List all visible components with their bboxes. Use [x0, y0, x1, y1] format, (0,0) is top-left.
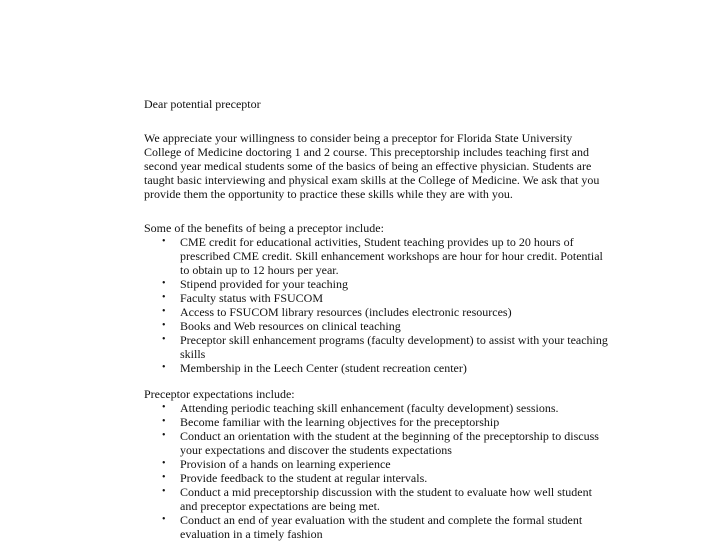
benefits-heading: Some of the benefits of being a preceptor include:: [144, 221, 384, 235]
bullet-icon: •: [162, 278, 166, 289]
text-line: your expectations and discover the students expectations: [180, 443, 452, 457]
expectations-list-item: [144, 471, 604, 485]
text-line: prescribed CME credit. Skill enhancement workshops are hour for hour credit. Potential: [180, 249, 603, 263]
text-line: College of Medicine doctoring 1 and 2 course. This preceptorship includes teaching first and: [144, 145, 589, 159]
benefits-list: [144, 235, 608, 375]
letter-page: [144, 97, 608, 541]
text-line: Stipend provided for your teaching: [180, 277, 348, 291]
text-line: Attending periodic teaching skill enhancement (faculty development) sessions.: [180, 401, 559, 415]
expectations-list: [144, 401, 604, 541]
text-line: skills: [180, 347, 206, 361]
bullet-icon: •: [162, 458, 166, 469]
expectations-list-item: [144, 457, 604, 471]
text-line: Access to FSUCOM library resources (includes electronic resources): [180, 305, 512, 319]
text-line: and preceptor expectations are being met.: [180, 499, 380, 513]
benefits-list-item: [144, 235, 604, 277]
bullet-icon: •: [162, 320, 166, 331]
text-line: Conduct an orientation with the student at the beginning of the preceptorship to discuss: [180, 429, 599, 443]
bullet-icon: •: [162, 292, 166, 303]
text-line: Become familiar with the learning objectives for the preceptorship: [180, 415, 500, 429]
bullet-icon: •: [162, 430, 166, 441]
text-line: provide them the opportunity to practice these skills while they are with you.: [144, 187, 513, 201]
bullet-icon: •: [162, 472, 166, 483]
bullet-icon: •: [162, 402, 166, 413]
bullet-icon: •: [162, 334, 166, 345]
bullet-icon: •: [162, 306, 166, 317]
text-line: evaluation in a timely fashion: [180, 527, 323, 541]
expectations-list-item: [144, 415, 604, 429]
text-line: Books and Web resources on clinical teaching: [180, 319, 401, 333]
benefits-list-item: [144, 305, 604, 319]
text-line: CME credit for educational activities, Student teaching provides up to 20 hours of: [180, 235, 574, 249]
benefits-list-item: [144, 277, 604, 291]
greeting: Dear potential preceptor: [144, 97, 261, 111]
text-line: Provision of a hands on learning experience: [180, 457, 391, 471]
text-line: Conduct an end of year evaluation with the student and complete the formal student: [180, 513, 583, 527]
text-line: Membership in the Leech Center (student recreation center): [180, 361, 467, 375]
text-line: second year medical students some of the basics of being an effective physician. Students are: [144, 159, 592, 173]
text-line: Faculty status with FSUCOM: [180, 291, 324, 305]
text-line: We appreciate your willingness to consider being a preceptor for Florida State University: [144, 131, 573, 145]
bullet-icon: •: [162, 236, 166, 247]
intro-paragraph: [144, 131, 604, 201]
benefits-list-item: [144, 361, 604, 375]
expectations-list-item: [144, 401, 604, 415]
benefits-list-item: [144, 291, 604, 305]
bullet-icon: •: [162, 514, 166, 525]
benefits-list-item: [144, 319, 604, 333]
text-line: Preceptor skill enhancement programs (faculty development) to assist with your teaching: [180, 333, 608, 347]
bullet-icon: •: [162, 486, 166, 497]
expectations-heading: Preceptor expectations include:: [144, 387, 295, 401]
expectations-list-item: [144, 513, 604, 541]
text-line: Provide feedback to the student at regular intervals.: [180, 471, 428, 485]
expectations-list-item: [144, 429, 604, 457]
text-line: Conduct a mid preceptorship discussion with the student to evaluate how well student: [180, 485, 592, 499]
bullet-icon: •: [162, 362, 166, 373]
bullet-icon: •: [162, 416, 166, 427]
expectations-list-item: [144, 485, 604, 513]
text-line: taught basic interviewing and physical exam skills at the College of Medicine. We ask that you: [144, 173, 600, 187]
benefits-list-item: [144, 333, 608, 361]
text-line: to obtain up to 12 hours per year.: [180, 263, 339, 277]
